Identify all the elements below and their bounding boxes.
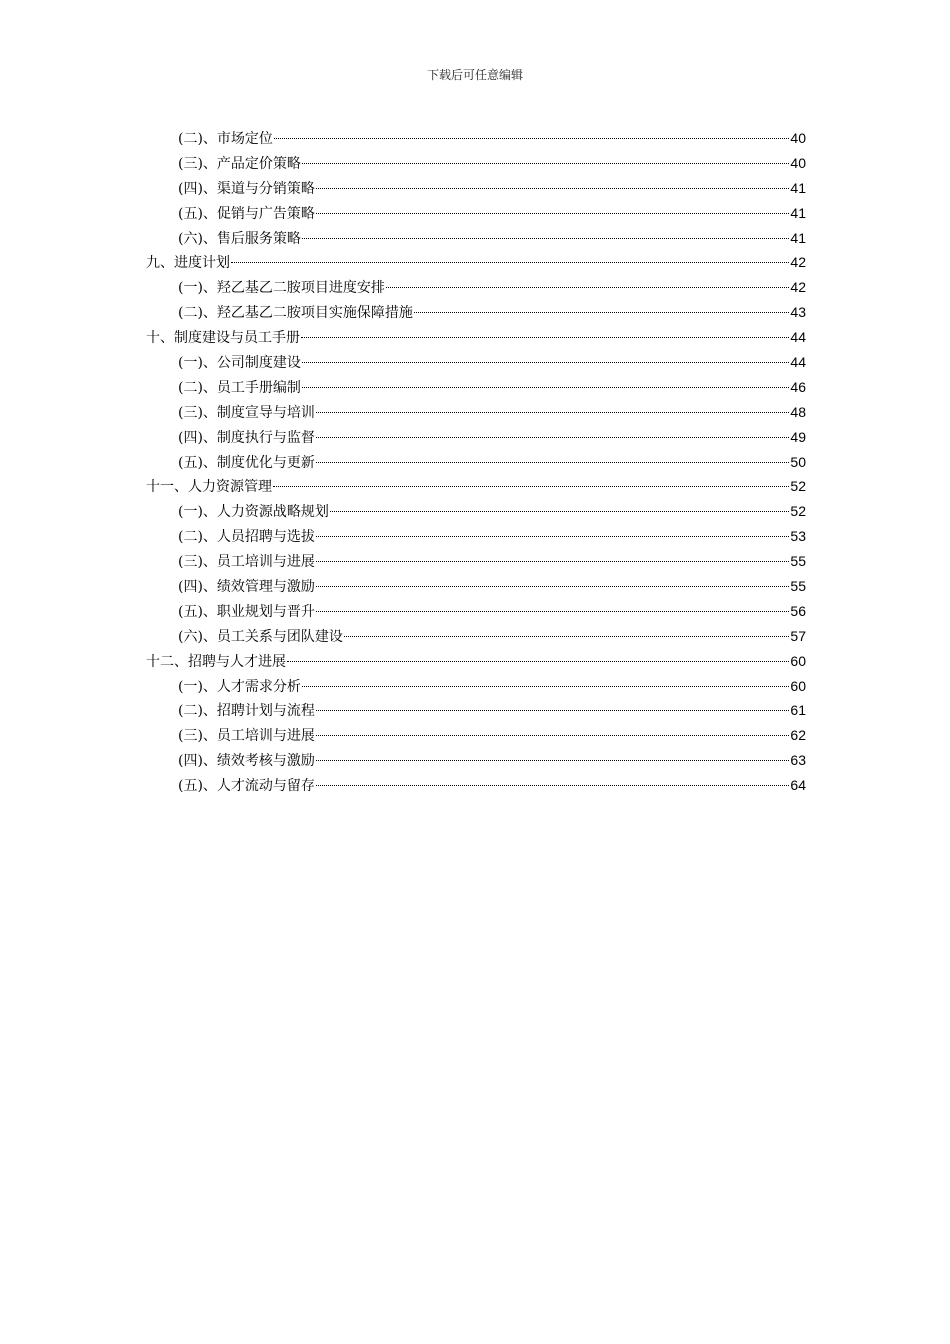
toc-dot-leader: [316, 536, 789, 537]
toc-entry-title: (三)、员工培训与进展: [178, 728, 315, 745]
toc-dot-leader: [316, 188, 789, 189]
toc-entry-title: (六)、员工关系与团队建设: [178, 628, 343, 645]
toc-entry-page-number: 41: [790, 229, 806, 246]
toc-section-entry[interactable]: [146, 375, 806, 400]
toc-entry-page-number: 46: [790, 378, 806, 395]
toc-dot-leader: [302, 238, 789, 239]
table-of-contents: [146, 126, 806, 798]
toc-section-entry[interactable]: [146, 748, 806, 773]
toc-entry-title: (一)、人力资源战略规划: [178, 504, 329, 521]
toc-entry-page-number: 57: [790, 627, 806, 644]
toc-entry-title: (一)、人才需求分析: [178, 678, 301, 695]
toc-section-entry[interactable]: [146, 300, 806, 325]
toc-entry-page-number: 49: [790, 428, 806, 445]
toc-entry-title: (二)、羟乙基乙二胺项目实施保障措施: [178, 305, 413, 322]
toc-entry-page-number: 43: [790, 304, 806, 321]
toc-entry-page-number: 48: [790, 403, 806, 420]
toc-dot-leader: [316, 586, 789, 587]
toc-section-entry[interactable]: [146, 549, 806, 574]
toc-dot-leader: [302, 387, 789, 388]
toc-section-entry[interactable]: [146, 524, 806, 549]
toc-entry-page-number: 41: [790, 179, 806, 196]
toc-dot-leader: [316, 710, 789, 711]
toc-entry-title: 十二、招聘与人才进展: [146, 653, 286, 670]
toc-section-entry[interactable]: [146, 574, 806, 599]
toc-chapter-entry[interactable]: [146, 325, 806, 350]
toc-section-entry[interactable]: [146, 275, 806, 300]
toc-entry-page-number: 52: [790, 478, 806, 495]
toc-entry-title: (四)、制度执行与监督: [178, 429, 315, 446]
toc-entry-page-number: 52: [790, 503, 806, 520]
toc-dot-leader: [386, 287, 789, 288]
toc-dot-leader: [273, 486, 789, 487]
toc-section-entry[interactable]: [146, 450, 806, 475]
toc-dot-leader: [301, 337, 789, 338]
toc-dot-leader: [316, 437, 789, 438]
toc-chapter-entry[interactable]: [146, 250, 806, 275]
toc-entry-page-number: 53: [790, 528, 806, 545]
toc-dot-leader: [330, 511, 789, 512]
toc-section-entry[interactable]: [146, 176, 806, 201]
toc-section-entry[interactable]: [146, 499, 806, 524]
toc-entry-title: (三)、制度宣导与培训: [178, 404, 315, 421]
toc-section-entry[interactable]: [146, 674, 806, 699]
toc-entry-page-number: 61: [790, 702, 806, 719]
toc-section-entry[interactable]: [146, 350, 806, 375]
toc-entry-page-number: 55: [790, 553, 806, 570]
toc-entry-title: (五)、职业规划与晋升: [178, 603, 315, 620]
toc-entry-title: (二)、员工手册编制: [178, 379, 301, 396]
toc-chapter-entry[interactable]: [146, 474, 806, 499]
toc-chapter-entry[interactable]: [146, 649, 806, 674]
toc-section-entry[interactable]: [146, 624, 806, 649]
toc-dot-leader: [316, 785, 789, 786]
toc-section-entry[interactable]: [146, 126, 806, 151]
toc-entry-title: (五)、制度优化与更新: [178, 454, 315, 471]
toc-entry-title: (三)、产品定价策略: [178, 155, 301, 172]
toc-section-entry[interactable]: [146, 723, 806, 748]
toc-entry-title: (三)、员工培训与进展: [178, 554, 315, 571]
toc-section-entry[interactable]: [146, 151, 806, 176]
toc-entry-page-number: 55: [790, 578, 806, 595]
toc-entry-page-number: 63: [790, 752, 806, 769]
toc-dot-leader: [316, 462, 789, 463]
toc-entry-page-number: 60: [790, 677, 806, 694]
toc-entry-page-number: 40: [790, 130, 806, 146]
toc-entry-page-number: 50: [790, 453, 806, 470]
toc-section-entry[interactable]: [146, 698, 806, 723]
toc-entry-title: 九、进度计划: [146, 255, 230, 272]
toc-entry-title: (二)、人员招聘与选拔: [178, 529, 315, 546]
toc-section-entry[interactable]: [146, 599, 806, 624]
toc-entry-page-number: 42: [790, 279, 806, 296]
toc-entry-title: 十一、人力资源管理: [146, 479, 272, 496]
toc-dot-leader: [344, 636, 789, 637]
toc-section-entry[interactable]: [146, 201, 806, 226]
toc-dot-leader: [287, 661, 789, 662]
toc-entry-title: (一)、公司制度建设: [178, 355, 301, 372]
toc-entry-page-number: 64: [790, 777, 806, 794]
toc-entry-title: (五)、促销与广告策略: [178, 205, 315, 222]
toc-entry-page-number: 56: [790, 602, 806, 619]
toc-dot-leader: [414, 312, 789, 313]
toc-dot-leader: [316, 760, 789, 761]
toc-entry-title: 十、制度建设与员工手册: [146, 330, 300, 347]
toc-entry-page-number: 62: [790, 727, 806, 744]
toc-dot-leader: [316, 561, 789, 562]
toc-entry-page-number: 42: [790, 254, 806, 271]
toc-section-entry[interactable]: [146, 400, 806, 425]
toc-entry-page-number: 41: [790, 204, 806, 221]
toc-entry-title: (一)、羟乙基乙二胺项目进度安排: [178, 280, 385, 297]
toc-dot-leader: [231, 262, 789, 263]
toc-dot-leader: [274, 138, 789, 139]
toc-entry-page-number: 60: [790, 652, 806, 669]
toc-entry-title: (四)、渠道与分销策略: [178, 180, 315, 197]
toc-entry-page-number: 44: [790, 354, 806, 371]
toc-entry-page-number: 40: [790, 154, 806, 171]
toc-dot-leader: [316, 412, 789, 413]
toc-entry-page-number: 44: [790, 329, 806, 346]
toc-dot-leader: [316, 735, 789, 736]
toc-section-entry[interactable]: [146, 226, 806, 251]
toc-section-entry[interactable]: [146, 425, 806, 450]
toc-entry-title: (五)、人才流动与留存: [178, 778, 315, 795]
page-header: 下载后可任意编辑: [426, 68, 523, 82]
toc-dot-leader: [302, 362, 789, 363]
toc-dot-leader: [316, 213, 789, 214]
toc-entry-title: (六)、售后服务策略: [178, 230, 301, 247]
toc-entry-title: (二)、招聘计划与流程: [178, 703, 315, 720]
toc-section-entry[interactable]: [146, 773, 806, 798]
toc-entry-title: (四)、绩效考核与激励: [178, 753, 315, 770]
toc-dot-leader: [316, 611, 789, 612]
toc-entry-title: (二)、市场定位: [178, 131, 273, 147]
toc-dot-leader: [302, 686, 789, 687]
toc-entry-title: (四)、绩效管理与激励: [178, 579, 315, 596]
toc-dot-leader: [302, 163, 789, 164]
